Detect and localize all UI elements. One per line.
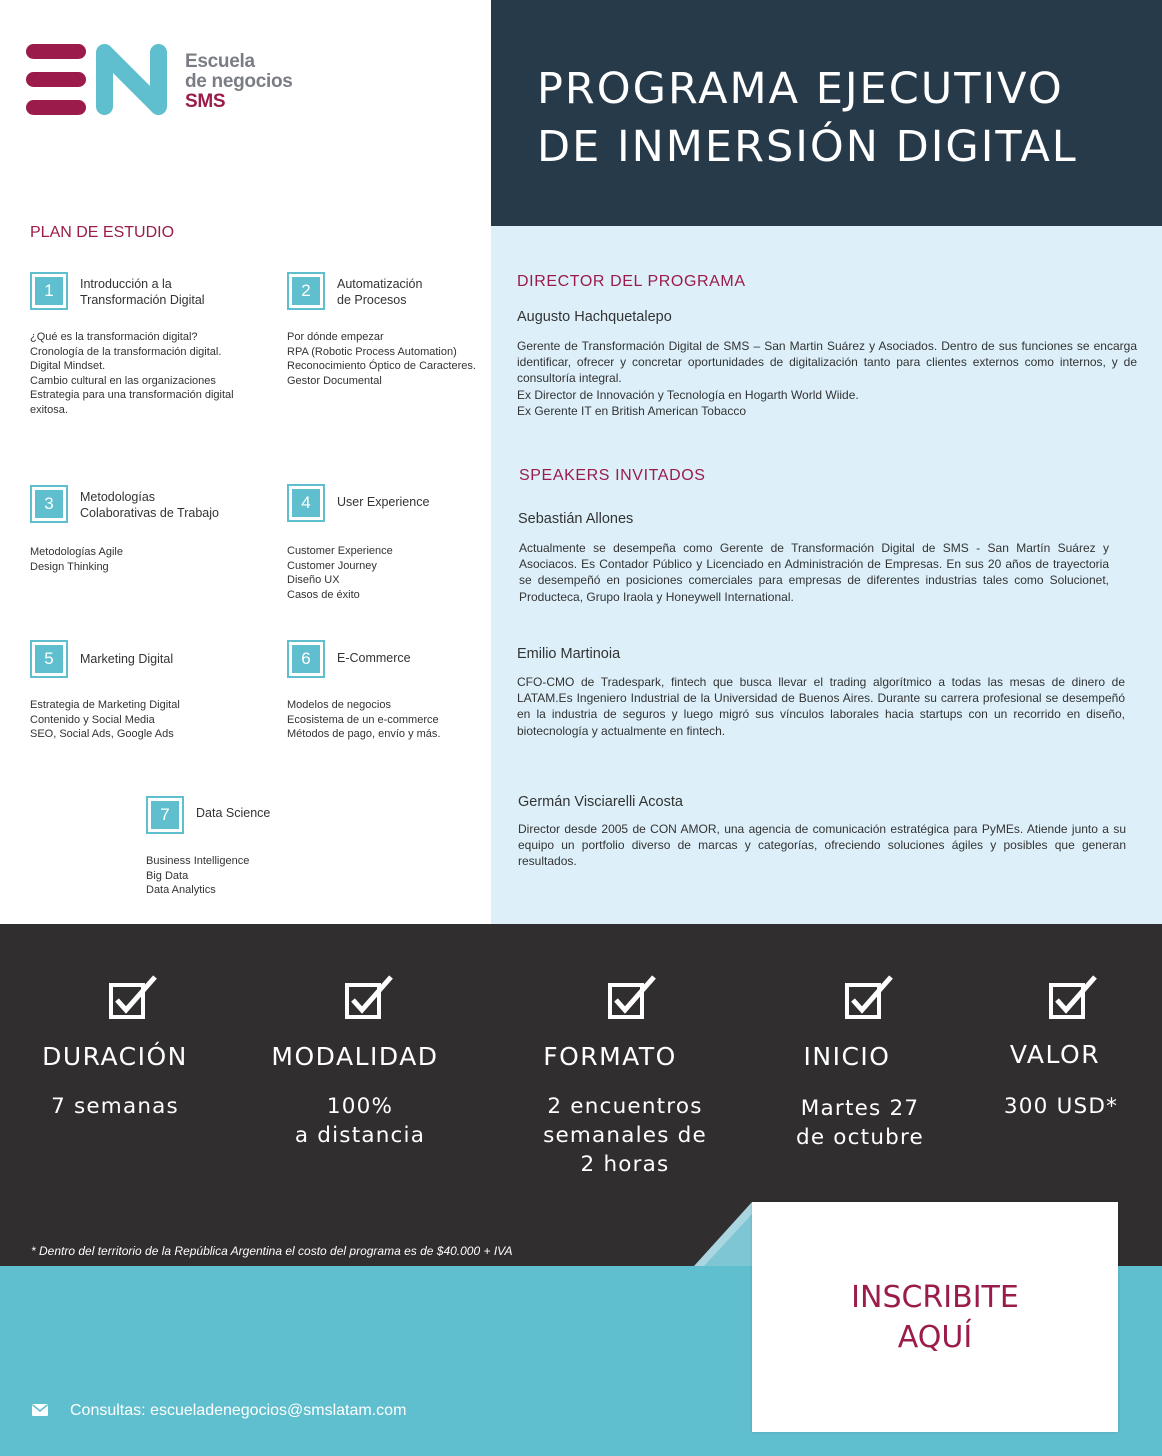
info-value: 7 semanas (51, 1094, 179, 1119)
module-number-badge: 5 (30, 640, 68, 678)
module-title: User Experience (337, 495, 430, 509)
info-label: INICIO (803, 1042, 891, 1071)
module-topics: Estrategia de Marketing Digital Contenido y Social Media SEO, Social Ads, Google Ads (30, 699, 180, 741)
title-line-1: PROGRAMA EJECUTIVO (537, 64, 1064, 114)
plan-heading: PLAN DE ESTUDIO (30, 224, 175, 241)
module-topics: Business Intelligence Big Data Data Analytics (146, 855, 250, 897)
speaker-bio: CFO-CMO de Tradespark, fintech que busca llevar el trading algorítmico a todas las mesas de dinero de LATAM.Es Ingeniero Industrial de la Universidad de Buenos Aires. Durante su carrera profesional se desempeñó en la industria de seguros y luego migró sus vínculos laborales hacia startups con un recorrido en diseño, biotecnología y actualmente en fintech. (517, 675, 1125, 738)
mail-icon (32, 1404, 48, 1416)
speaker-name: Emilio Martinoia (517, 646, 621, 662)
info-label: VALOR (1009, 1040, 1101, 1069)
module-number-badge: 7 (146, 796, 184, 834)
director-bio: Gerente de Transformación Digital de SMS – San Martin Suárez y Asociados. Dentro de sus funciones se encarga identificar, ofrecer y concretar oportunidades de digitalización tanto para clientes externos como internos, y de consultoría integral. Ex Director de Innovación y Tecnología en Hogarth World Wiide. Ex Gerente IT en British American Tobacco (517, 339, 1137, 418)
info-value: 100% a distancia (294, 1094, 426, 1148)
info-label: FORMATO (543, 1042, 677, 1071)
title-panel (491, 0, 1162, 226)
checkbox-icon (1048, 974, 1104, 1020)
module-number-badge: 4 (287, 484, 325, 522)
module-title: Automatización de Procesos (337, 277, 423, 307)
director-name: Augusto Hachquetalepo (517, 309, 672, 325)
speaker-name: Germán Visciarelli Acosta (518, 794, 683, 810)
brand-line-2: de negocios (185, 71, 293, 92)
module-number-badge: 6 (287, 640, 325, 678)
inscribite-button[interactable] (752, 1202, 1118, 1432)
module-topics: Customer Experience Customer Journey Diseño UX Casos de éxito (287, 545, 393, 601)
info-value: 2 encuentros semanales de 2 horas (543, 1094, 707, 1177)
info-label: DURACIÓN (42, 1042, 188, 1071)
module-title: Marketing Digital (80, 652, 174, 666)
module-topics: Metodologías Agile Design Thinking (30, 546, 123, 573)
title-line-2: DE INMERSIÓN DIGITAL (537, 122, 1078, 172)
module-topics: Modelos de negocios Ecosistema de un e-commerce Métodos de pago, envío y más. (287, 699, 441, 741)
checkbox-icon (607, 974, 663, 1020)
info-value: Martes 27 de octubre (796, 1096, 924, 1150)
module-title: Metodologías Colaborativas de Trabajo (80, 490, 219, 520)
brand-name (185, 52, 293, 112)
module-topics: Por dónde empezar RPA (Robotic Process Automation) Reconocimiento Óptico de Caracteres. Gestor Documental (287, 331, 476, 387)
module-title: E-Commerce (337, 651, 411, 665)
checkbox-icon (108, 974, 164, 1020)
checkbox-icon (344, 974, 400, 1020)
brand-line-3: SMS (185, 91, 226, 112)
speaker-bio: Actualmente se desempeña como Gerente de Transformación Digital de SMS - San Martín Suárez y Asociacos. Es Contador Público y Licenciado en Administración de Empresas. En sus 20 años de trayectoria se desempeñó en posiciones comerciales para empresas de diferentes industrias tales como Solucionet, Producteca, Grupo Iraola y Honeywell International. (519, 541, 1109, 604)
module-number-badge: 3 (30, 485, 68, 523)
price-footnote: * Dentro del territorio de la República Argentina el costo del programa es de $40.000 + IVA (31, 1244, 513, 1258)
director-heading: DIRECTOR DEL PROGRAMA (517, 273, 746, 290)
module-number-badge: 1 (30, 272, 68, 310)
module-topics: ¿Qué es la transformación digital? Cronología de la transformación digital. Digital Mindset. Cambio cultural en las organizaciones Estrategia para una transformación digital exitosa. (30, 331, 234, 416)
info-value: 300 USD* (1003, 1094, 1119, 1119)
page-title (537, 60, 1078, 176)
speaker-name: Sebastián Allones (518, 511, 634, 527)
module-title: Data Science (196, 806, 271, 820)
module-title: Introducción a la Transformación Digital (80, 277, 205, 307)
corner-fold-decoration (694, 1202, 754, 1266)
checkbox-icon (844, 974, 900, 1020)
speaker-bio: Director desde 2005 de CON AMOR, una agencia de comunicación estratégica para PyMEs. Atiende junto a su equipo un portfolio diverso de marcas y categorías, ofreciendo soluciones ágiles y posibles que generan resultados. (518, 822, 1126, 869)
brand-line-1: Escuela (185, 51, 255, 72)
module-number-badge: 2 (287, 272, 325, 310)
info-label: MODALIDAD (271, 1042, 439, 1071)
contact-email-link[interactable]: Consultas: escueladenegocios@smslatam.com (70, 1402, 407, 1419)
speakers-heading: SPEAKERS INVITADOS (519, 467, 706, 484)
inscribite-label: INSCRIBITE AQUÍ (851, 1280, 1019, 1355)
